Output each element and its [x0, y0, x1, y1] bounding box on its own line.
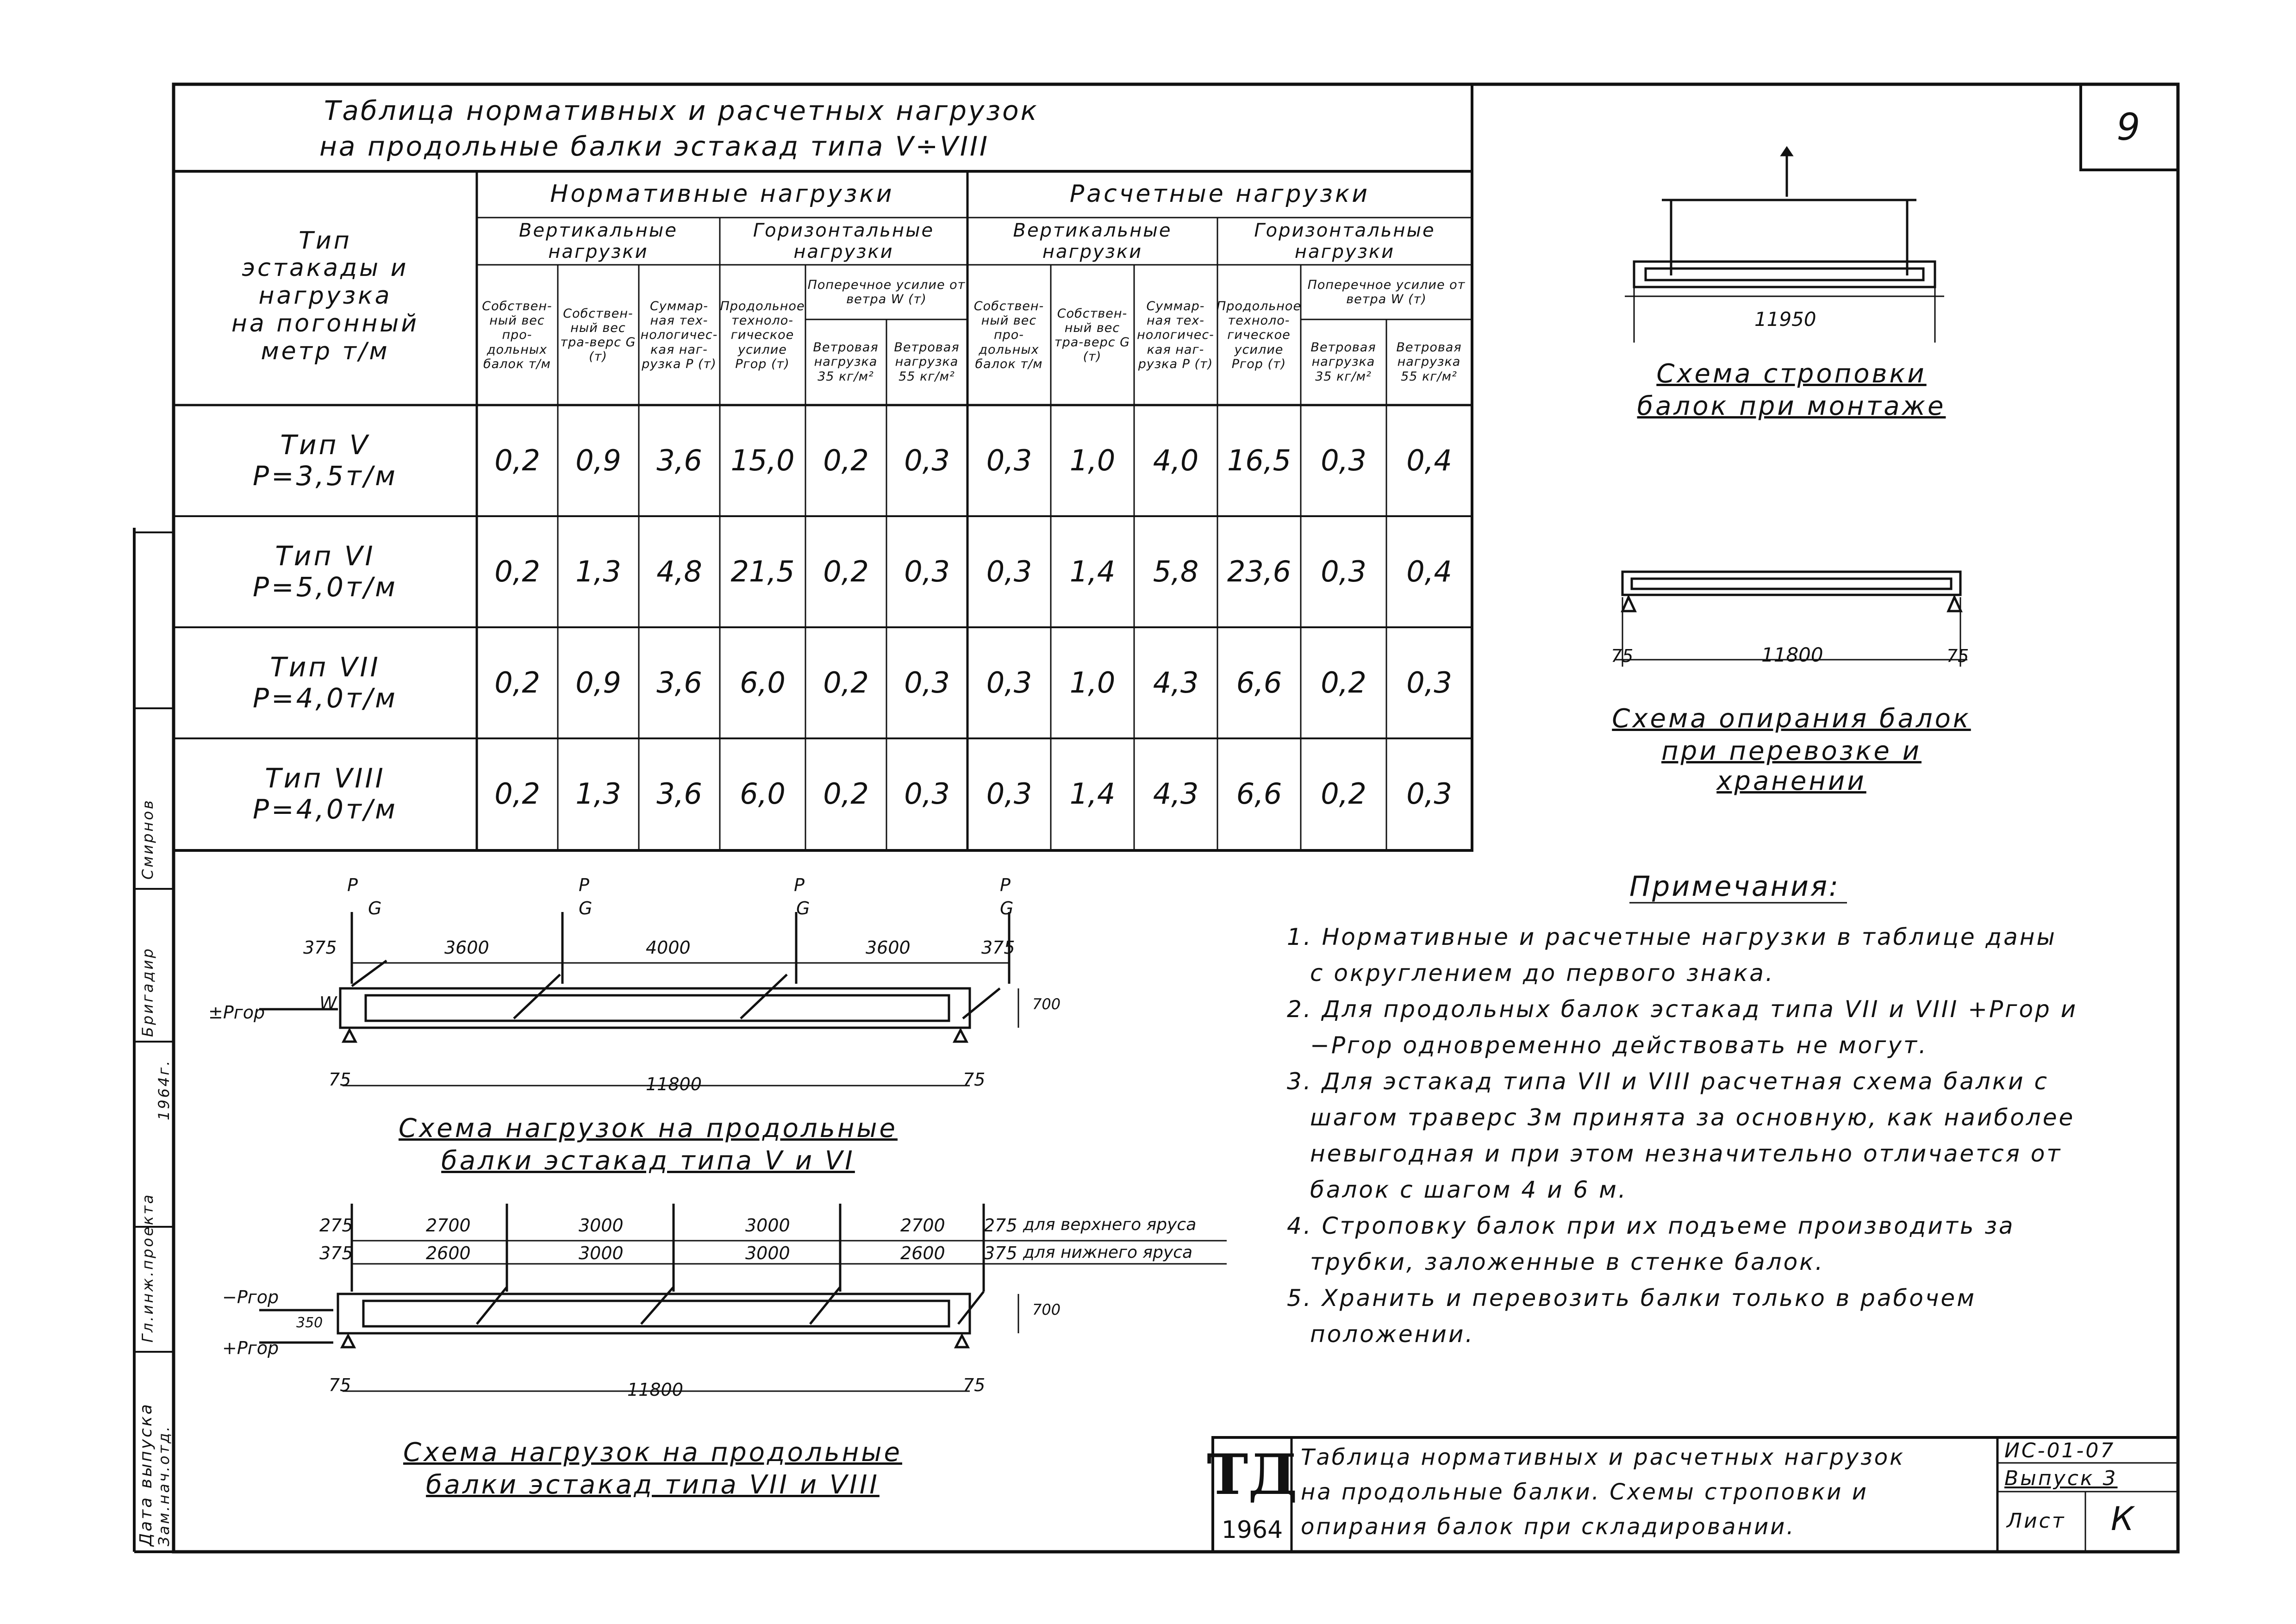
title-block-sheet-label: Лист	[2007, 1509, 2066, 1533]
sling-dimension: 11950	[1754, 308, 1816, 331]
table-cell: 0,4	[1406, 443, 1452, 478]
load78-span: 11800	[627, 1380, 683, 1400]
note-line: балок с шагом 4 и 6 м.	[1310, 1176, 1628, 1203]
row-type-label	[176, 516, 474, 627]
load78-lower-4: 2600	[900, 1243, 945, 1263]
col-longitudinal-d: Продольное техноло-гическое усилие Pгор (т)	[1216, 299, 1302, 371]
table-cell: 23,6	[1227, 555, 1292, 589]
load78-note-lower: для нижнего яруса	[1023, 1243, 1193, 1262]
col-wind55-d: Ветровая нагрузка 55 кг/м²	[1396, 340, 1462, 384]
table-cell: 0,3	[904, 555, 950, 589]
load78-lower-0: 375	[319, 1243, 353, 1263]
notes-title: Примечания:	[1629, 870, 1841, 903]
note-line: 5. Хранить и перевозить балки только в рабочем	[1287, 1285, 1976, 1312]
load56-caption-line1: Схема нагрузок на продольные	[399, 1113, 898, 1143]
load56-g-4: G	[1000, 898, 1014, 918]
header-horizontal-design: Горизонтальные нагрузки	[1254, 220, 1435, 262]
note-line: невыгодная и при этом незначительно отличается от	[1310, 1140, 2062, 1167]
row-type: Тип VII	[270, 651, 381, 683]
table-cell: 0,3	[1406, 777, 1452, 811]
load78-lower-3: 3000	[745, 1243, 790, 1263]
load56-force: ±Pгор	[208, 1002, 265, 1023]
table-cell: 0,9	[575, 666, 621, 700]
note-line: с округлением до первого знака.	[1310, 960, 1775, 987]
support-dimension: 11800	[1761, 643, 1823, 666]
load78-upper-4: 2700	[900, 1215, 945, 1236]
support-caption-line1: Схема опирания балок	[1612, 704, 1971, 734]
load78-lower-1: 2600	[426, 1243, 471, 1263]
col-wind35-n: Ветровая нагрузка 35 кг/м²	[813, 340, 879, 384]
notes-list	[1287, 919, 2157, 1352]
side-stamp-year: 1964г.	[155, 1059, 173, 1120]
table-cell: 15,0	[730, 443, 795, 478]
support-end-left: 75	[1611, 646, 1634, 666]
row-header: Тип эстакады и нагрузка на погонный метр т/м	[231, 226, 419, 365]
col-total-tech-n: Суммар-ная тех-нологичес-кая наг-рузка P (т)	[640, 299, 718, 371]
table-cell: 0,2	[823, 443, 869, 478]
table-cell: 5,8	[1153, 555, 1199, 589]
row-type-label	[176, 627, 474, 738]
table-cell: 4,3	[1153, 777, 1199, 811]
table-cell: 0,2	[494, 555, 540, 589]
table-cell: 0,3	[904, 777, 950, 811]
load56-g-1: G	[368, 898, 382, 918]
title-block-issue: Выпуск 3	[2004, 1467, 2118, 1490]
col-transverse-n: Поперечное усилие от ветра W (т)	[807, 277, 966, 306]
load56-w: W	[319, 993, 337, 1013]
load78-upper-3: 3000	[745, 1215, 790, 1236]
note-line: трубки, заложенные в стенке балок.	[1310, 1249, 1825, 1275]
load78-side-dim: 350	[296, 1315, 323, 1331]
table-cell: 1,3	[575, 555, 621, 589]
table-cell: 1,4	[1069, 555, 1116, 589]
col-transverse-d: Поперечное усилие от ветра W (т)	[1307, 277, 1466, 306]
table-cell: 1,0	[1069, 666, 1116, 700]
table-cell: 0,4	[1406, 555, 1452, 589]
load56-p-2: P	[579, 875, 589, 895]
side-stamp-deputy: Зам.нач.отд.	[155, 1424, 173, 1546]
col-own-weight-d: Собствен-ный вес про-дольных балок т/м	[973, 299, 1044, 371]
load78-upper-1: 2700	[426, 1215, 471, 1236]
table-cell: 6,6	[1236, 777, 1282, 811]
table-cell: 0,9	[575, 443, 621, 478]
note-line: шагом траверс 3м принята за основную, как наиболее	[1310, 1104, 2075, 1131]
col-wind55-n: Ветровая нагрузка 55 кг/м²	[894, 340, 960, 384]
load56-dim-4: 375	[981, 937, 1015, 958]
header-vertical-design: Вертикальные нагрузки	[1013, 220, 1172, 262]
table-cell: 0,3	[986, 555, 1032, 589]
load56-p-4: P	[1000, 875, 1011, 895]
title-block-line3: опирания балок при складировании.	[1301, 1514, 1796, 1540]
support-end-right: 75	[1947, 646, 1969, 666]
load78-upper-5: 275	[984, 1215, 1017, 1236]
table-cell: 4,3	[1153, 666, 1199, 700]
table-cell: 0,3	[1321, 555, 1366, 589]
table-cell: 0,3	[904, 443, 950, 478]
row-load: P=4,0т/м	[253, 793, 398, 825]
load78-end-right: 75	[963, 1375, 986, 1395]
sheet-number: 9	[2116, 106, 2142, 149]
table-cell: 0,2	[494, 666, 540, 700]
row-type-label	[176, 405, 474, 516]
table-cell: 3,6	[656, 777, 702, 811]
note-line: 3. Для эстакад типа VII и VIII расчетная схема балки с	[1287, 1068, 2049, 1095]
load56-dim-3: 3600	[866, 937, 911, 958]
note-line: 2. Для продольных балок эстакад типа VII и VIII +Pгор и	[1287, 996, 2078, 1023]
load56-g-2: G	[579, 898, 593, 918]
col-total-tech-d: Суммар-ная тех-нологичес-кая наг-рузка P (т)	[1137, 299, 1214, 371]
row-type-label	[176, 738, 474, 849]
load56-p-3: P	[794, 875, 805, 895]
header-horizontal-normative: Горизонтальные нагрузки	[753, 220, 935, 262]
load78-force-minus: −Pгор	[222, 1287, 279, 1307]
row-load: P=5,0т/м	[253, 571, 398, 603]
note-line: 1. Нормативные и расчетные нагрузки в таблице даны	[1287, 924, 2057, 950]
col-own-weight-n: Собствен-ный вес про-дольных балок т/м	[482, 299, 552, 371]
title-block-code: ИС-01-07	[2004, 1439, 2115, 1462]
side-stamp-date: Дата выпуска	[137, 1402, 156, 1546]
table-cell: 0,3	[986, 777, 1032, 811]
title-block-logo: ТД	[1207, 1442, 1298, 1507]
side-stamp-foreman: Бригадир	[139, 947, 156, 1037]
table-cell: 0,2	[494, 777, 540, 811]
side-stamp-name: Смирнов	[139, 799, 156, 880]
col-wind35-d: Ветровая нагрузка 35 кг/м²	[1310, 340, 1376, 384]
row-type: Тип V	[280, 429, 370, 461]
col-longitudinal-n: Продольное техноло-гическое усилие Pгор (т)	[720, 299, 805, 371]
load78-lower-2: 3000	[579, 1243, 624, 1263]
load78-caption-line2: балки эстакад типа VII и VIII	[426, 1470, 880, 1500]
title-block-line2: на продольные балки. Схемы строповки и	[1301, 1479, 1868, 1505]
table-cell: 6,0	[740, 666, 786, 700]
row-load: P=4,0т/м	[253, 682, 398, 714]
header-vertical-normative: Вертикальные нагрузки	[519, 220, 678, 262]
col-own-weight-traverse-n: Собствен-ный вес тра-верс G (т)	[560, 306, 636, 364]
table-cell: 1,4	[1069, 777, 1116, 811]
table-cell: 0,2	[494, 443, 540, 478]
load56-caption-line2: балки эстакад типа V и VI	[441, 1146, 855, 1176]
table-title-line2: на продольные балки эстакад типа V÷VIII	[319, 131, 990, 162]
load78-upper-2: 3000	[579, 1215, 624, 1236]
load56-dim-0: 375	[303, 937, 337, 958]
row-load: P=3,5т/м	[253, 460, 398, 492]
row-type: Тип VIII	[265, 762, 386, 794]
load78-note-upper: для верхнего яруса	[1023, 1215, 1197, 1234]
load78-lower-5: 375	[984, 1243, 1017, 1263]
table-cell: 0,2	[823, 666, 869, 700]
table-cell: 1,3	[575, 777, 621, 811]
table-cell: 4,8	[656, 555, 702, 589]
load78-caption-line1: Схема нагрузок на продольные	[403, 1437, 902, 1468]
load78-height: 700	[1032, 1301, 1061, 1318]
header-normative: Нормативные нагрузки	[550, 180, 894, 208]
table-cell: 1,0	[1069, 443, 1116, 478]
load56-dim-2: 4000	[646, 937, 691, 958]
note-line: положении.	[1310, 1321, 1475, 1348]
table-cell: 21,5	[730, 555, 795, 589]
table-cell: 3,6	[656, 443, 702, 478]
side-stamp-chief-engineer: Гл.инж.проекта	[139, 1193, 156, 1343]
load78-force-plus: +Pгор	[222, 1338, 279, 1358]
note-line: −Pгор одновременно действовать не могут.	[1310, 1032, 1928, 1059]
title-block-sheet-value: К	[2111, 1500, 2136, 1538]
table-cell: 0,2	[823, 777, 869, 811]
sling-caption-line1: Схема строповки	[1656, 359, 1927, 389]
table-cell: 3,6	[656, 666, 702, 700]
load56-end-right: 75	[963, 1069, 986, 1090]
table-cell: 0,3	[986, 666, 1032, 700]
table-cell: 4,0	[1153, 443, 1199, 478]
table-cell: 0,3	[904, 666, 950, 700]
load56-g-3: G	[796, 898, 810, 918]
sling-caption-line2: балок при монтаже	[1637, 391, 1946, 421]
load56-dim-1: 3600	[444, 937, 489, 958]
table-title-line1: Таблица нормативных и расчетных нагрузок	[324, 95, 1039, 126]
table-cell: 0,3	[1406, 666, 1452, 700]
col-own-weight-traverse-d: Собствен-ный вес тра-верс G (т)	[1054, 306, 1130, 364]
table-cell: 0,2	[1321, 666, 1366, 700]
row-type: Тип VI	[275, 540, 375, 572]
table-cell: 0,3	[1321, 443, 1366, 478]
table-cell: 6,6	[1236, 666, 1282, 700]
title-block-year: 1964	[1221, 1516, 1283, 1544]
load78-upper-0: 275	[319, 1215, 353, 1236]
load56-span: 11800	[646, 1074, 702, 1094]
table-cell: 6,0	[740, 777, 786, 811]
table-cell: 0,2	[1321, 777, 1366, 811]
title-block-line1: Таблица нормативных и расчетных нагрузок	[1301, 1444, 1905, 1470]
note-line: 4. Строповку балок при их подъеме производить за	[1287, 1212, 2015, 1239]
header-design: Расчетные нагрузки	[1069, 180, 1370, 208]
table-cell: 0,3	[986, 443, 1032, 478]
load56-height: 700	[1032, 995, 1061, 1013]
table-cell: 16,5	[1227, 443, 1292, 478]
table-cell: 0,2	[823, 555, 869, 589]
load56-end-left: 75	[329, 1069, 351, 1090]
load78-end-left: 75	[329, 1375, 351, 1395]
load56-p-1: P	[347, 875, 358, 895]
support-caption-line2: при перевозке и хранении	[1661, 736, 1922, 796]
